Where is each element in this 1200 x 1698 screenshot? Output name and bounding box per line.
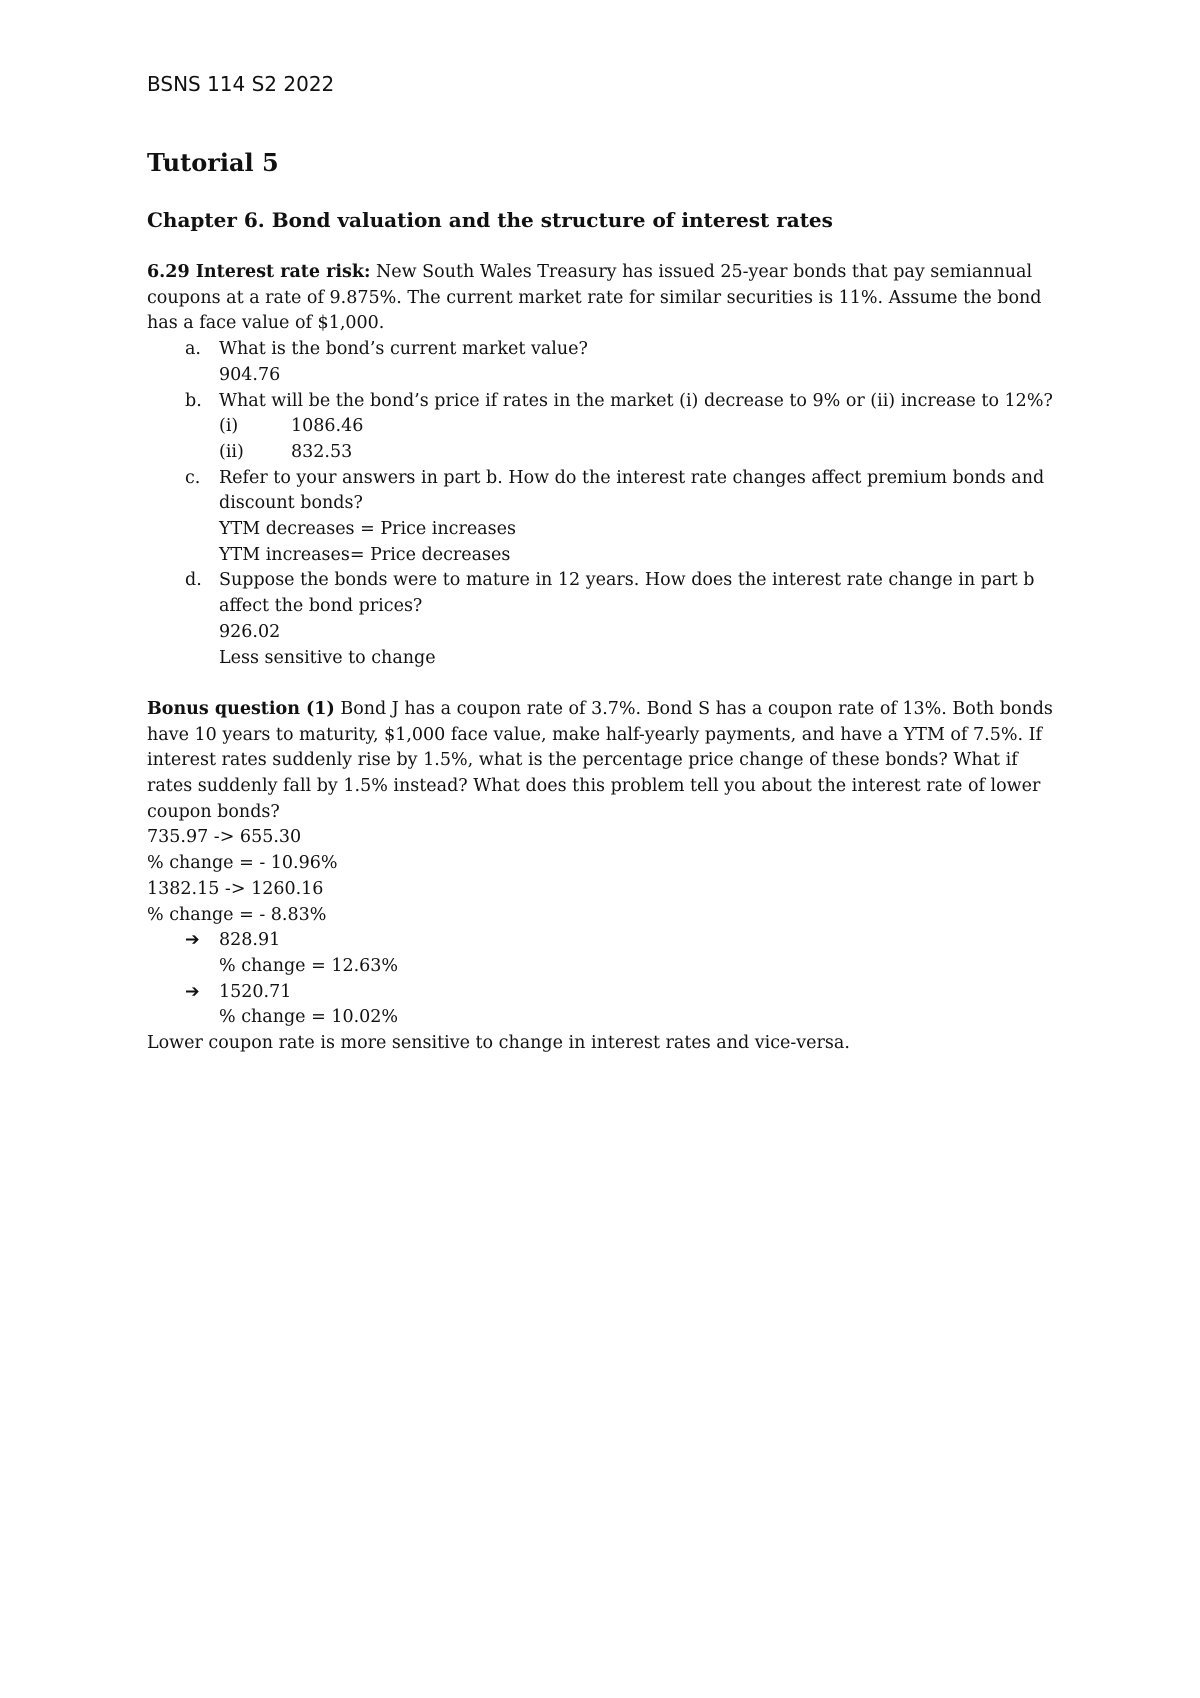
item-question: Suppose the bonds were to mature in 12 years. How does the interest rate change in part b affect the bond prices? <box>219 570 1035 617</box>
sub-answer <box>147 414 1067 440</box>
item-answer: 904.76 <box>219 364 281 385</box>
bonus-question-label: Bonus question (1) <box>147 698 335 719</box>
question-629-text: New South Wales Treasury has issued 25-year bonds that pay semiannual coupons at a rate of 9.875%. The current market rate for similar securities is 11%. Assume the bond has a face value of $1,000. <box>147 262 1042 334</box>
bonus-question-text: Bond J has a coupon rate of 3.7%. Bond S has a coupon rate of 13%. Both bonds have 10 years to maturity, $1,000 face value, make half-yearly payments, and have a YTM of 7.5%. If interest rates suddenly rise by 1.5%, what is the percentage price change of these bonds? What if rates suddenly fall by 1.5% instead? What does this problem tell you about the interest rate of lower coupon bonds? <box>147 698 1053 822</box>
sub-label: (ii) <box>219 441 244 462</box>
sub-value: 1086.46 <box>291 416 364 437</box>
item-answer: YTM increases= Price decreases <box>219 544 511 565</box>
question-629-intro <box>147 260 1067 337</box>
sub-label: (i) <box>219 416 239 437</box>
bonus-line: % change = - 10.96% <box>147 853 338 874</box>
question-629-label: 6.29 Interest rate risk: <box>147 262 371 282</box>
arrow-right-icon: ➔ <box>185 930 200 951</box>
bonus-question-intro <box>147 697 1067 826</box>
item-letter: b. <box>185 390 202 411</box>
sub-answer <box>147 440 1067 466</box>
item-answer: Less sensitive to change <box>219 647 436 668</box>
item-question: What will be the bond’s price if rates in the market (i) decrease to 9% or (ii) increase to 12%? <box>219 390 1053 411</box>
item-question: What is the bond’s current market value? <box>219 339 588 360</box>
item-question: Refer to your answers in part b. How do the interest rate changes affect premium bonds and discount bonds? <box>219 467 1045 514</box>
course-header: BSNS 114 S2 2022 <box>147 72 335 96</box>
spacer <box>147 671 1067 697</box>
item-answer: 926.02 <box>219 621 281 642</box>
bonus-line: 1382.15 -> 1260.16 <box>147 878 324 899</box>
chapter-heading: Chapter 6. Bond valuation and the structure of interest rates <box>147 208 833 232</box>
list-item <box>147 568 1067 619</box>
bonus-line: % change = - 8.83% <box>147 904 327 925</box>
arrow-item <box>147 980 1067 1006</box>
list-item <box>147 466 1067 517</box>
list-item <box>147 389 1067 415</box>
arrow-right-icon: ➔ <box>185 981 200 1002</box>
document-body <box>147 260 1067 1057</box>
arrow-item <box>147 928 1067 954</box>
bonus-conclusion: Lower coupon rate is more sensitive to change in interest rates and vice-versa. <box>147 1033 850 1054</box>
arrow-item-value: 828.91 <box>219 930 281 951</box>
item-letter: a. <box>185 339 201 360</box>
arrow-item-change: % change = 10.02% <box>219 1007 399 1028</box>
bonus-line: 735.97 -> 655.30 <box>147 827 302 848</box>
item-letter: c. <box>185 467 201 488</box>
item-answer: YTM decreases = Price increases <box>219 519 516 540</box>
item-letter: d. <box>185 570 202 591</box>
arrow-item-value: 1520.71 <box>219 981 292 1002</box>
sub-value: 832.53 <box>291 441 353 462</box>
arrow-item-change: % change = 12.63% <box>219 955 399 976</box>
list-item <box>147 337 1067 363</box>
page-title: Tutorial 5 <box>147 148 279 177</box>
